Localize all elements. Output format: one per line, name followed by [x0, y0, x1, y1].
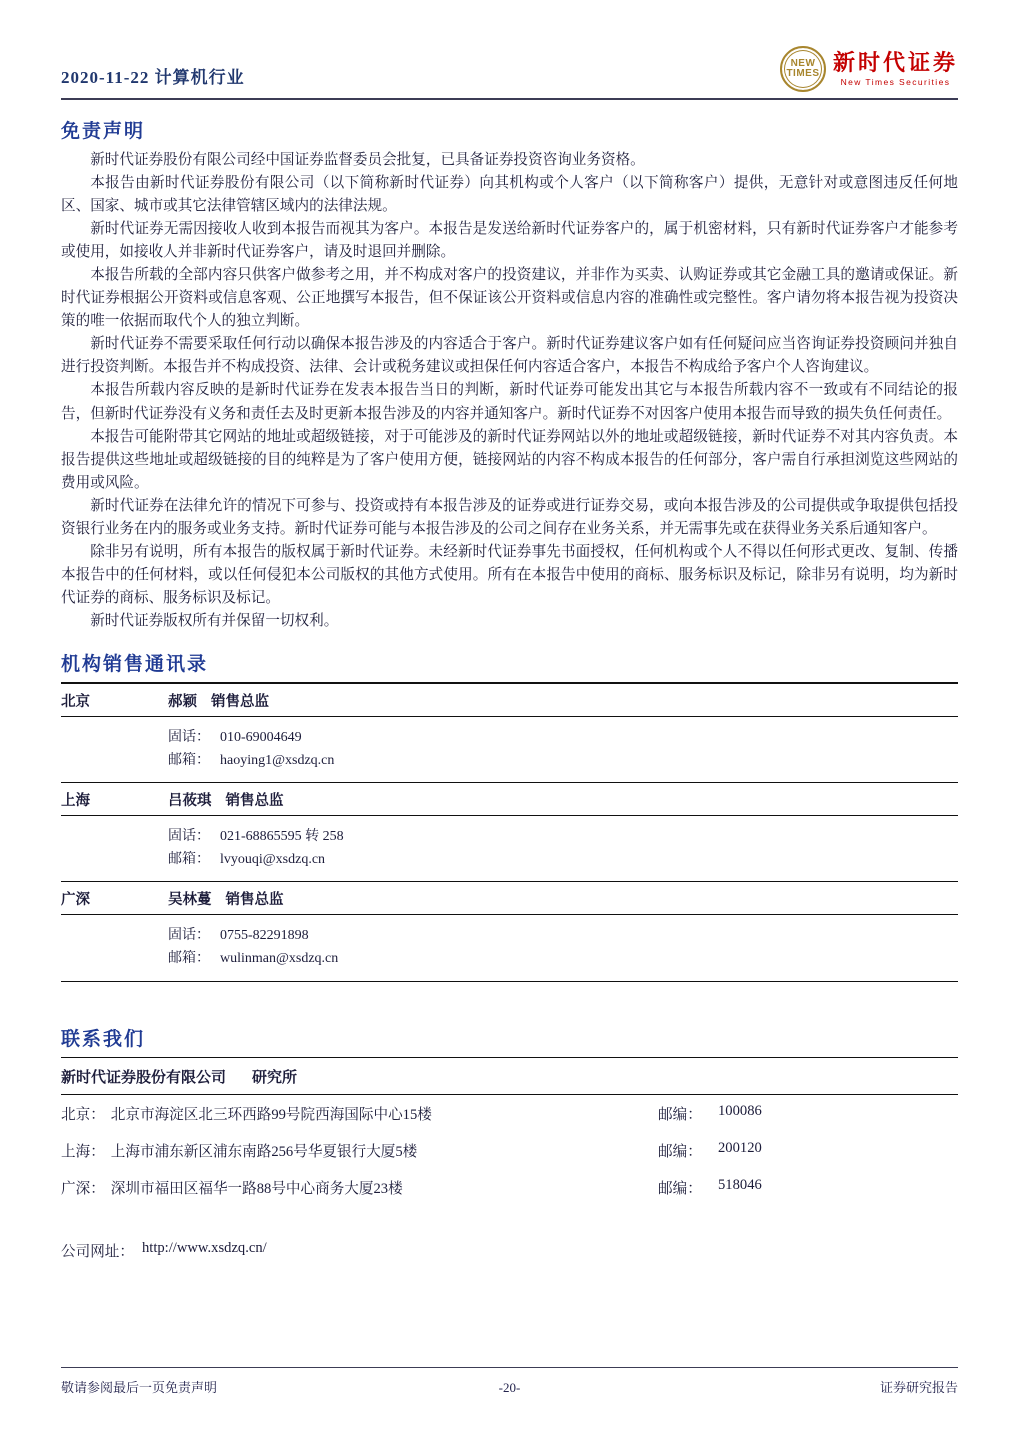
sales-contact-name: 郝颖 [168, 693, 197, 710]
phone-value: 0755-82291898 [220, 928, 309, 944]
contact-us-title: 联系我们 [61, 1028, 146, 1050]
zip-label: 邮编： [658, 1143, 702, 1160]
brand-name-en: New Times Securities [840, 76, 951, 87]
office-city-label: 上海： [61, 1143, 105, 1160]
zip-value: 100086 [718, 1102, 762, 1119]
page-number: -20- [498, 1380, 521, 1395]
sales-region: 北京 [61, 693, 90, 710]
email-value: lvyouqi@xsdzq.cn [220, 852, 326, 868]
sales-contact-role: 销售总监 [225, 892, 284, 909]
email-value: haoying1@xsdzq.cn [220, 753, 335, 769]
footer-disclaimer-note: 敬请参阅最后一页免责声明 [61, 1380, 218, 1395]
page-footer [61, 1367, 958, 1396]
zip-label: 邮编： [658, 1180, 702, 1197]
website-row [61, 1240, 958, 1261]
department-name: 研究所 [252, 1069, 298, 1086]
footer-report-type: 证券研究报告 [879, 1380, 958, 1395]
sales-directory-title: 机构销售通讯录 [61, 653, 209, 675]
new-times-emblem-icon [780, 46, 826, 92]
sales-contact-name: 吕莜琪 [168, 793, 212, 810]
zip-value: 518046 [718, 1176, 762, 1193]
email-row [168, 947, 958, 970]
office-city-label: 广深： [61, 1180, 105, 1197]
office-row-shanghai [61, 1132, 958, 1169]
zip-value: 200120 [718, 1139, 762, 1156]
phone-value: 021-68865595 转 258 [220, 829, 344, 845]
company-logo [780, 46, 958, 92]
sales-region: 上海 [61, 793, 90, 810]
sales-contact-name: 吴林蔓 [168, 892, 212, 909]
disclaimer-paragraph: 除非另有说明，所有本报告的版权属于新时代证券。未经新时代证券事先书面授权，任何机构或个人不得以任何形式更改、复制、传播本报告中的任何材料，或以任何侵犯本公司版权的其他方式使用。所有在本报告中使用的商标、服务标识及标记，除非另有说明，均为新时代证券的商标、服务标识及标记。 [61, 543, 958, 606]
disclaimer-paragraph: 新时代证券在法律允许的情况下可参与、投资或持有本报告涉及的证券或进行证券交易，或向本报告涉及的公司提供或争取提供包括投资银行业务在内的服务或业务支持。新时代证券可能与本报告涉及的公司之间存在业务关系，并无需事先或在获得业务关系后通知客户。 [61, 497, 958, 537]
disclaimer-title: 免责声明 [61, 121, 146, 142]
disclaimer-paragraph: 新时代证券版权所有并保留一切权利。 [90, 612, 339, 629]
sales-entry-header [61, 882, 958, 915]
sales-contact-info [61, 717, 958, 782]
disclaimer-body [61, 149, 958, 633]
office-city-label: 北京： [61, 1106, 105, 1123]
phone-label: 固话： [168, 829, 210, 845]
office-address-text: 深圳市福田区福华一路88号中心商务大厦23楼 [110, 1180, 403, 1197]
office-zip [658, 1103, 958, 1124]
contact-company-row [61, 1058, 958, 1095]
phone-row [168, 726, 958, 749]
phone-label: 固话： [168, 928, 210, 944]
disclaimer-paragraph: 新时代证券不需要采取任何行动以确保本报告涉及的内容适合于客户。新时代证券建议客户如有任何疑问应当咨询证券投资顾问并独自进行投资判断。本报告并不构成投资、法律、会计或税务建议或担保任何内容适合客户，本报告不构成给予客户个人咨询建议。 [61, 336, 958, 376]
office-address-text: 北京市海淀区北三环西路99号院西海国际中心15楼 [110, 1106, 432, 1123]
sales-entry-guangshen [61, 882, 958, 981]
office-zip [658, 1140, 958, 1161]
brand-text [833, 51, 958, 86]
office-row-guangshen [61, 1169, 958, 1206]
website-label: 公司网址： [61, 1243, 134, 1260]
email-row [168, 749, 958, 772]
sales-contact-role: 销售总监 [225, 793, 284, 810]
office-address [61, 1140, 658, 1161]
email-label: 邮箱： [168, 951, 210, 967]
disclaimer-paragraph: 新时代证券股份有限公司经中国证券监督委员会批复，已具备证券投资咨询业务资格。 [90, 152, 645, 168]
email-label: 邮箱： [168, 753, 210, 769]
sales-entry-shanghai [61, 783, 958, 882]
sales-contact-info [61, 816, 958, 881]
disclaimer-paragraph: 新时代证券无需因接收人收到本报告而视其为客户。本报告是发送给新时代证券客户的，属于机密材料，只有新时代证券客户才能参考或使用，如接收人并非新时代证券客户，请及时退回并删除。 [61, 221, 958, 261]
disclaimer-paragraph: 本报告所载的全部内容只供客户做参考之用，并不构成对客户的投资建议，并非作为买卖、认购证券或其它金融工具的邀请或保证。新时代证券根据公开资料或信息客观、公正地撰写本报告，但不保证该公开资料或信息内容的准确性或完整性。客户请勿将本报告视为投资决策的唯一依据而取代个人的独立判断。 [61, 267, 958, 330]
disclaimer-paragraph: 本报告所载内容反映的是新时代证券在发表本报告当日的判断，新时代证券可能发出其它与本报告所载内容不一致或有不同结论的报告，但新时代证券没有义务和责任去及时更新本报告涉及的内容并通知客户。新时代证券不对因客户使用本报告而导致的损失负任何责任。 [61, 382, 958, 422]
phone-row [168, 924, 958, 947]
email-label: 邮箱： [168, 852, 210, 868]
sales-entry-beijing [61, 684, 958, 783]
website-url: http://www.xsdzq.cn/ [141, 1239, 267, 1256]
sales-entry-header [61, 684, 958, 717]
disclaimer-paragraph: 本报告由新时代证券股份有限公司（以下简称新时代证券）向其机构或个人客户（以下简称客户）提供，无意针对或意图违反任何地区、国家、城市或其它法律管辖区域内的法律法规。 [61, 175, 958, 215]
office-row-beijing [61, 1095, 958, 1132]
office-address [61, 1177, 658, 1198]
phone-value: 010-69004649 [220, 729, 302, 745]
emblem-text-bottom: TIMES [786, 68, 820, 79]
office-zip [658, 1177, 958, 1198]
contact-us-table [61, 1057, 958, 1206]
office-address [61, 1103, 658, 1124]
sales-contact-role: 销售总监 [211, 693, 269, 710]
office-address-text: 上海市浦东新区浦东南路256号华夏银行大厦5楼 [110, 1143, 418, 1160]
brand-name-cn: 新时代证券 [832, 50, 958, 76]
email-value: wulinman@xsdzq.cn [220, 951, 339, 967]
sales-entry-header [61, 783, 958, 816]
company-name: 新时代证券股份有限公司 [61, 1069, 227, 1086]
emblem-text-top: NEW [790, 57, 816, 69]
sales-region: 广深 [61, 892, 90, 909]
zip-label: 邮编： [658, 1106, 702, 1123]
disclaimer-paragraph: 本报告可能附带其它网站的地址或超级链接，对于可能涉及的新时代证券网站以外的地址或超级链接，新时代证券不对其内容负责。本报告提供这些地址或超级链接的目的纯粹是为了客户使用方便，链接网站的内容不构成本报告的任何部分，客户需自行承担浏览这些网站的费用或风险。 [61, 428, 958, 491]
sales-contact-info [61, 915, 958, 980]
header-date-industry: 2020-11-22 计算机行业 [61, 68, 245, 87]
phone-label: 固话： [168, 729, 210, 745]
email-row [168, 848, 958, 871]
phone-row [168, 825, 958, 848]
sales-directory-table [61, 682, 958, 982]
page-header [61, 46, 958, 100]
